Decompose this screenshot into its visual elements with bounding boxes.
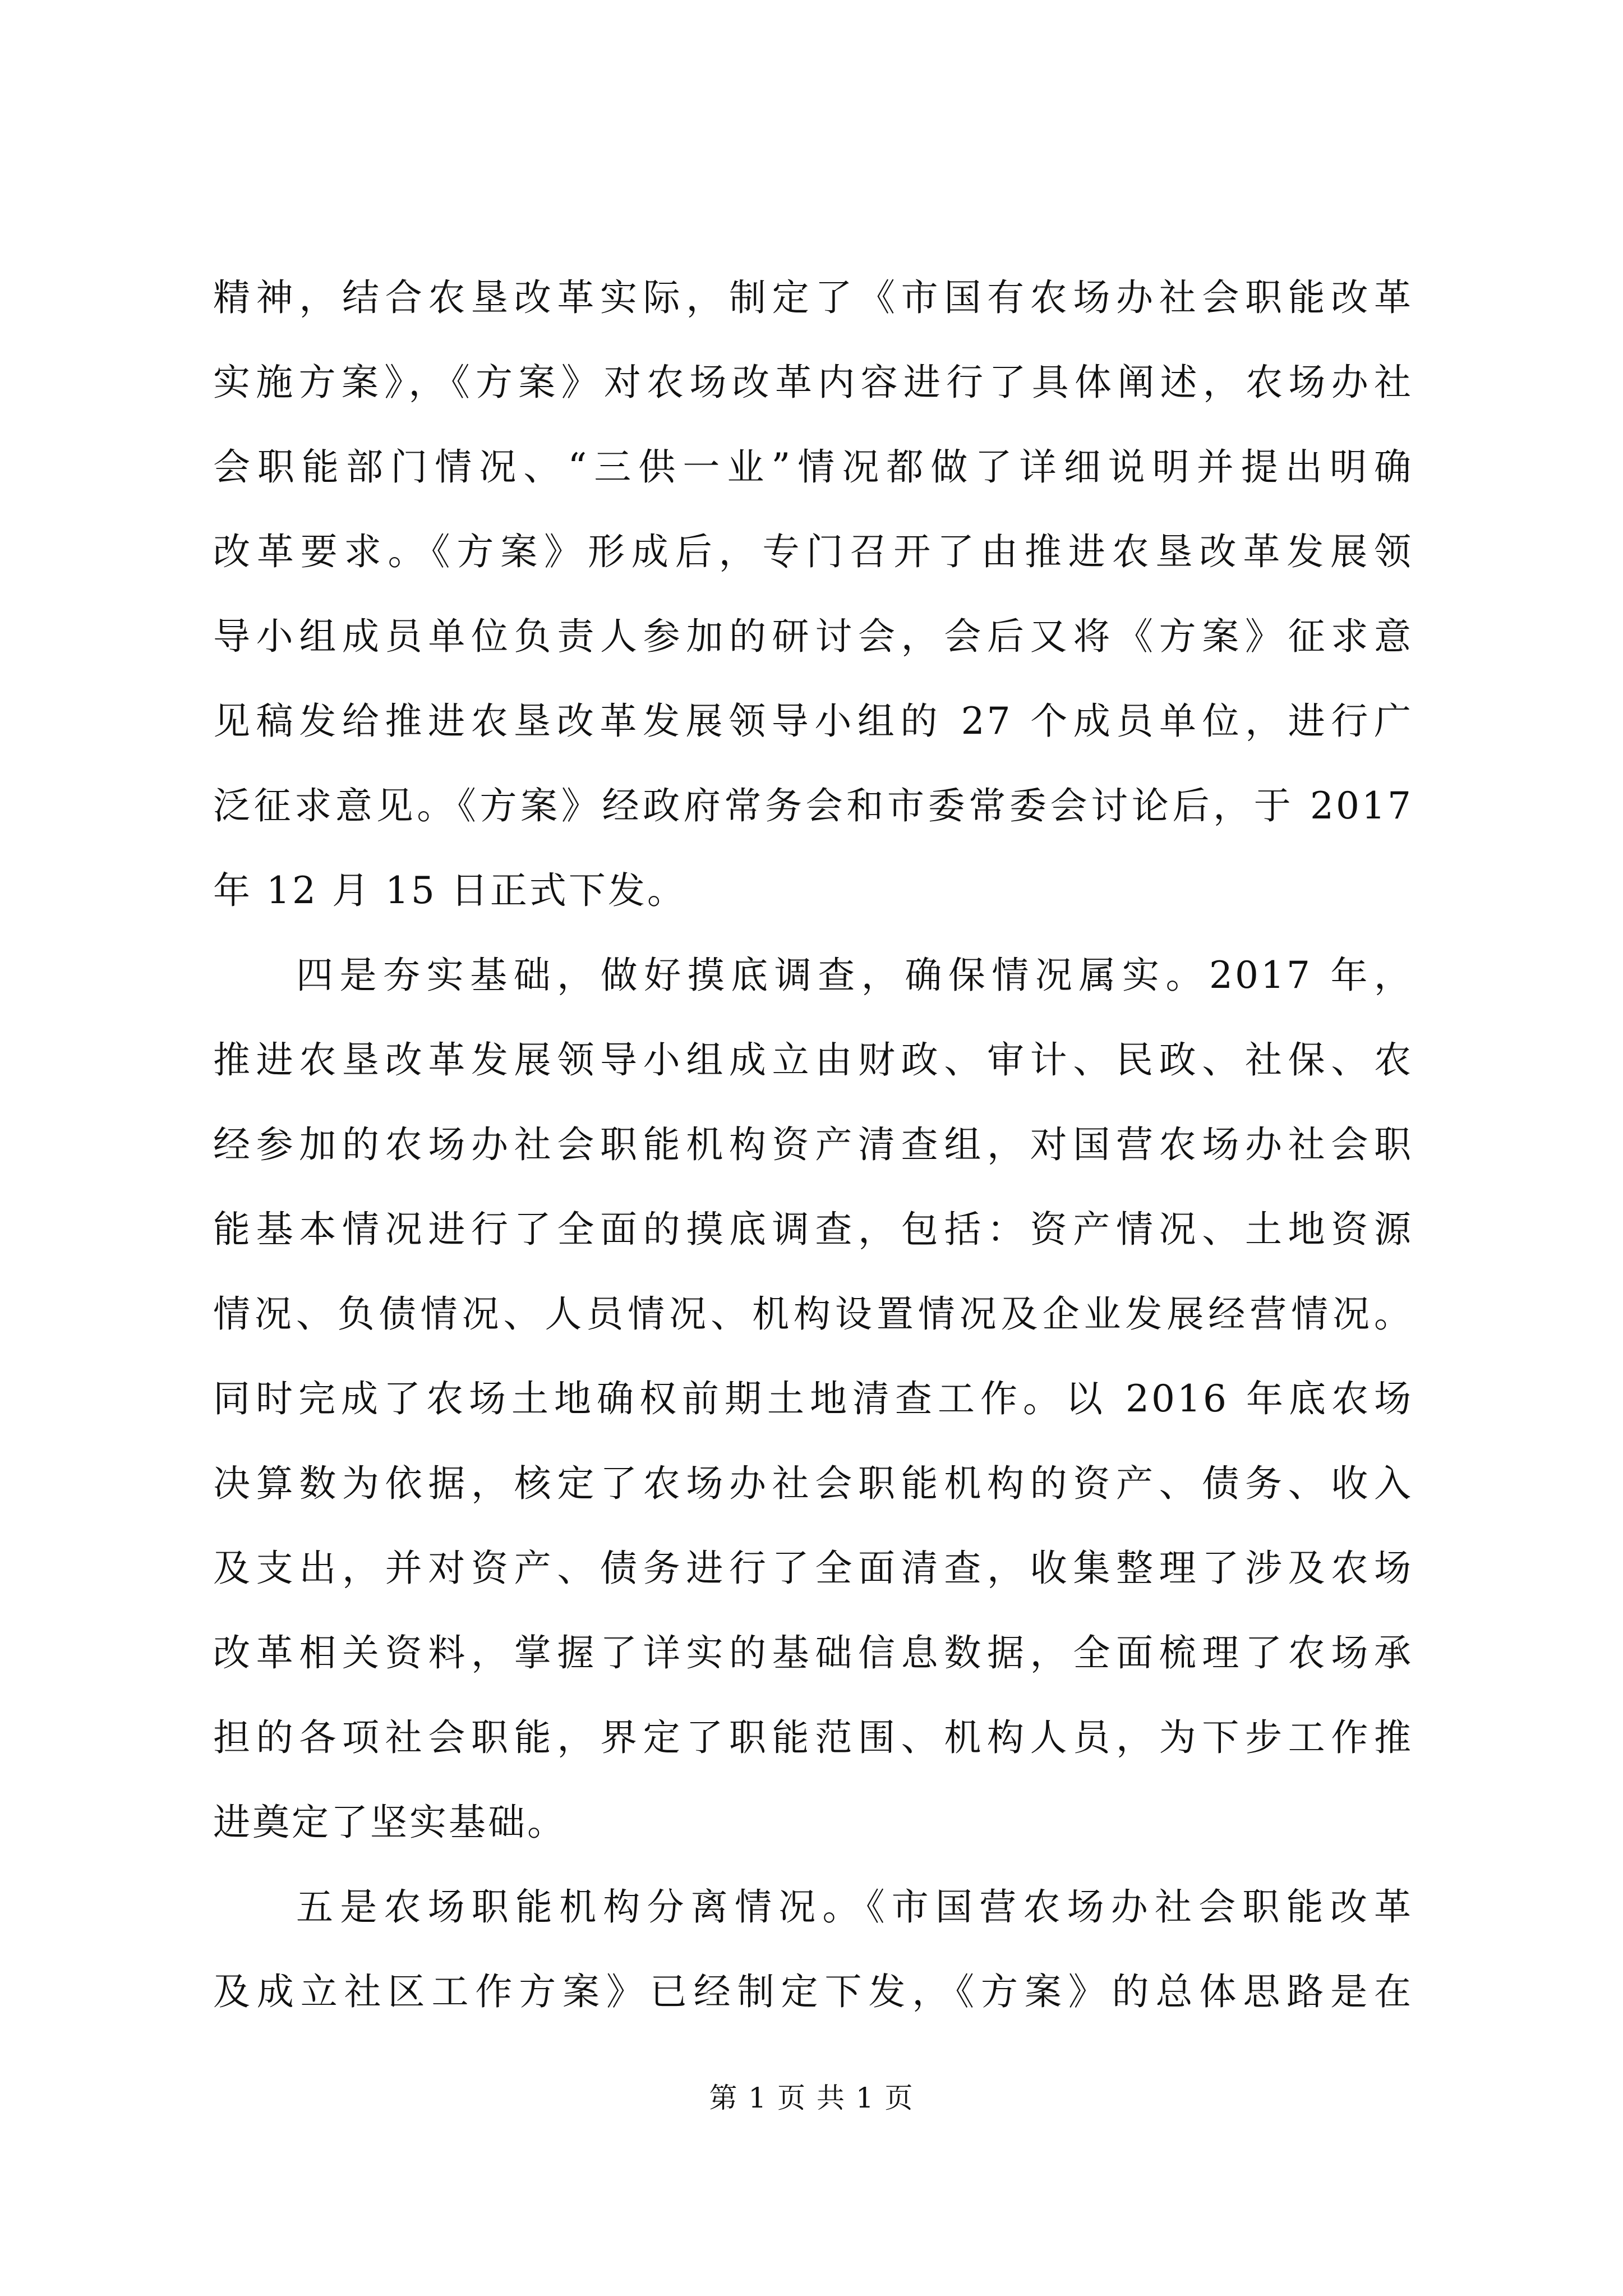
- text-line: 决算数为依据，核定了农场办社会职能机构的资产、债务、收入: [213, 1462, 1413, 1505]
- paragraph-start-line: 四是夯实基础，做好摸底调查，确保情况属实。2017 年，: [296, 954, 1413, 997]
- text-line: 见稿发给推进农垦改革发展领导小组的 27 个成员单位，进行广: [213, 700, 1413, 743]
- text-line: 年 12 月 15 日正式下发。: [213, 869, 686, 912]
- paragraph-start-line: 五是农场职能机构分离情况。《市国营农场办社会职能改革: [296, 1885, 1413, 1929]
- text-line: 进奠定了坚实基础。: [213, 1801, 566, 1844]
- text-line: 担的各项社会职能，界定了职能范围、机构人员，为下步工作推: [213, 1716, 1413, 1759]
- text-line: 改革要求。《方案》形成后，专门召开了由推进农垦改革发展领: [213, 530, 1413, 573]
- text-line: 改革相关资料，掌握了详实的基础信息数据，全面梳理了农场承: [213, 1631, 1413, 1674]
- text-line: 能基本情况进行了全面的摸底调查，包括：资产情况、土地资源: [213, 1208, 1413, 1251]
- text-line: 及成立社区工作方案》已经制定下发，《方案》的总体思路是在: [213, 1970, 1413, 2013]
- text-line: 精神，结合农垦改革实际，制定了《市国有农场办社会职能改革: [213, 276, 1413, 319]
- document-body: [213, 255, 1413, 2034]
- text-line: 及支出，并对资产、债务进行了全面清查，收集整理了涉及农场: [213, 1547, 1413, 1590]
- page-footer: 第 1 页 共 1 页: [709, 2082, 914, 2114]
- text-line: 泛征求意见。《方案》经政府常务会和市委常委会讨论后，于 2017: [213, 784, 1413, 827]
- text-line: 实施方案》，《方案》对农场改革内容进行了具体阐述，农场办社: [213, 361, 1413, 404]
- text-line: 导小组成员单位负责人参加的研讨会，会后又将《方案》征求意: [213, 615, 1413, 658]
- text-line: 经参加的农场办社会职能机构资产清查组，对国营农场办社会职: [213, 1123, 1413, 1166]
- text-line: 会职能部门情况、“三供一业”情况都做了详细说明并提出明确: [213, 445, 1413, 489]
- text-line: 同时完成了农场土地确权前期土地清查工作。以 2016 年底农场: [213, 1377, 1413, 1420]
- text-line: 推进农垦改革发展领导小组成立由财政、审计、民政、社保、农: [213, 1038, 1413, 1082]
- text-line: 情况、负债情况、人员情况、机构设置情况及企业发展经营情况。: [213, 1292, 1413, 1336]
